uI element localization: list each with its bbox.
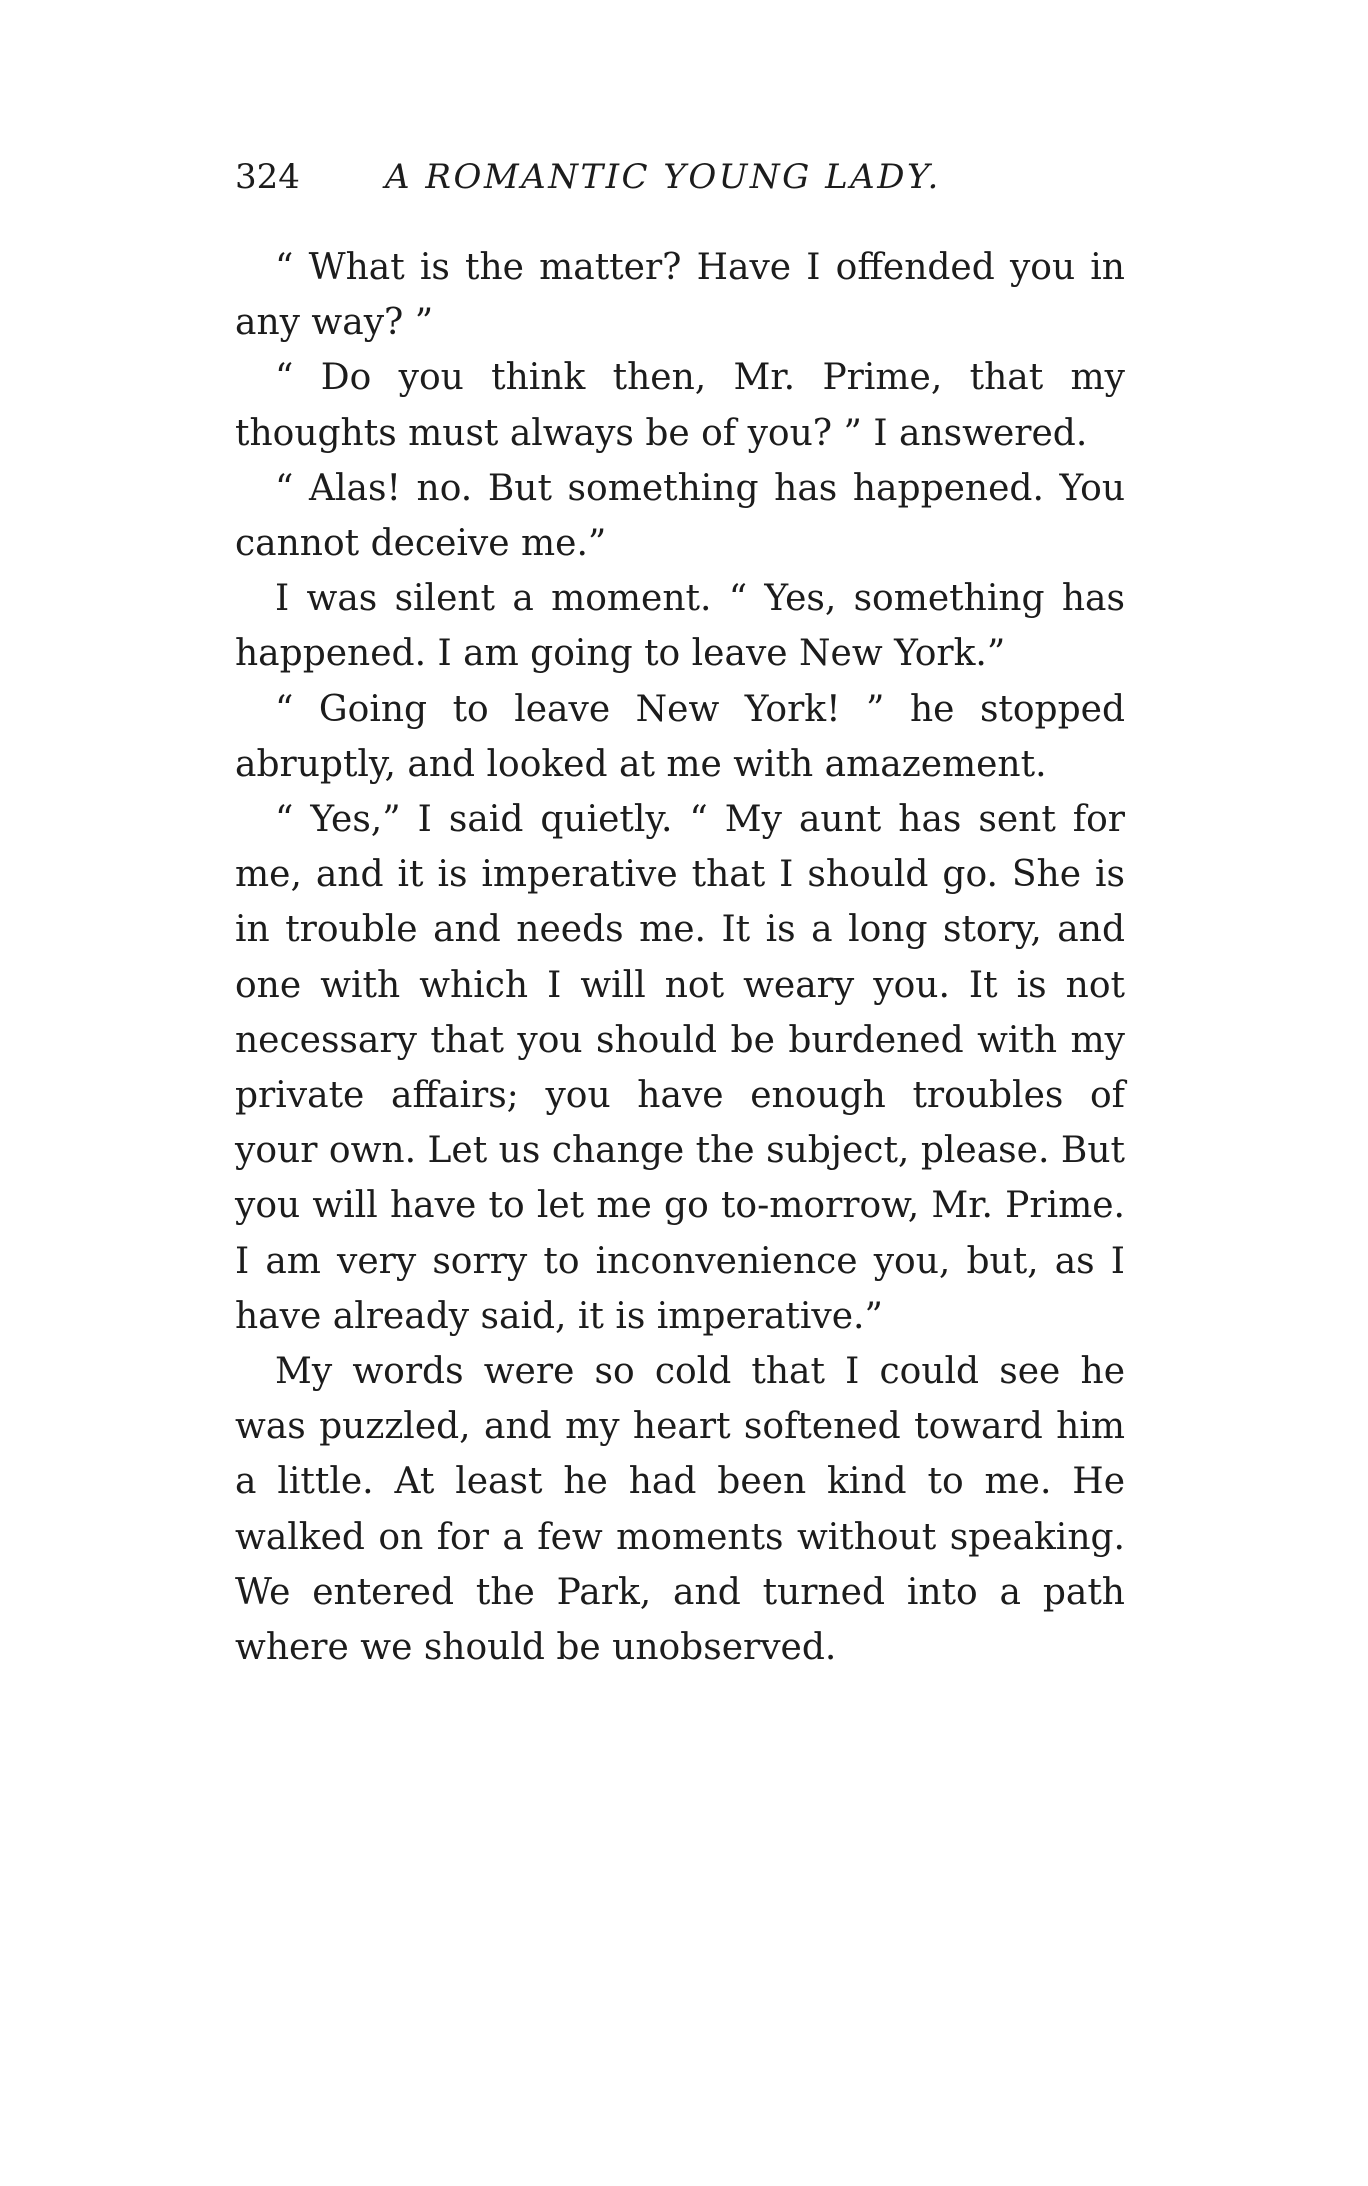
paragraph: “ Going to leave New York! ” he stopped abruptly, and looked at me with amazement. — [235, 688, 1125, 785]
paragraph: I was silent a moment. “ Yes, something has happened. I am going to leave New York.” — [235, 578, 1125, 675]
running-title: A ROMANTIC YOUNG LADY. — [385, 157, 941, 197]
body-text — [235, 240, 1125, 1675]
paragraph: “ What is the matter? Have I offended you in any way? ” — [235, 247, 1125, 344]
running-header — [235, 152, 1135, 202]
page-number: 324 — [235, 157, 300, 197]
paragraph: “ Do you think then, Mr. Prime, that my thoughts must always be of you? ” I answered. — [235, 357, 1125, 454]
paragraph: “ Yes,” I said quietly. “ My aunt has sent for me, and it is imperative that I should go. She is in trouble and needs me. It is a long story, and one with which I will not weary you. It is not necessary that you should be burdened with my private affairs; you have enough troubles of your own. Let us change the subject, please. But you will have to let me go to-morrow, Mr. Prime. I am very sorry to inconvenience you, but, as I have already said, it is imperative.” — [235, 799, 1125, 1337]
paragraph: My words were so cold that I could see he was puzzled, and my heart softened toward him a little. At least he had been kind to me. He walked on for a few moments without speaking. We entered the Park, and turned into a path where we should be unobserved. — [235, 1351, 1125, 1669]
paragraph: “ Alas! no. But something has happened. You cannot deceive me.” — [235, 467, 1125, 565]
